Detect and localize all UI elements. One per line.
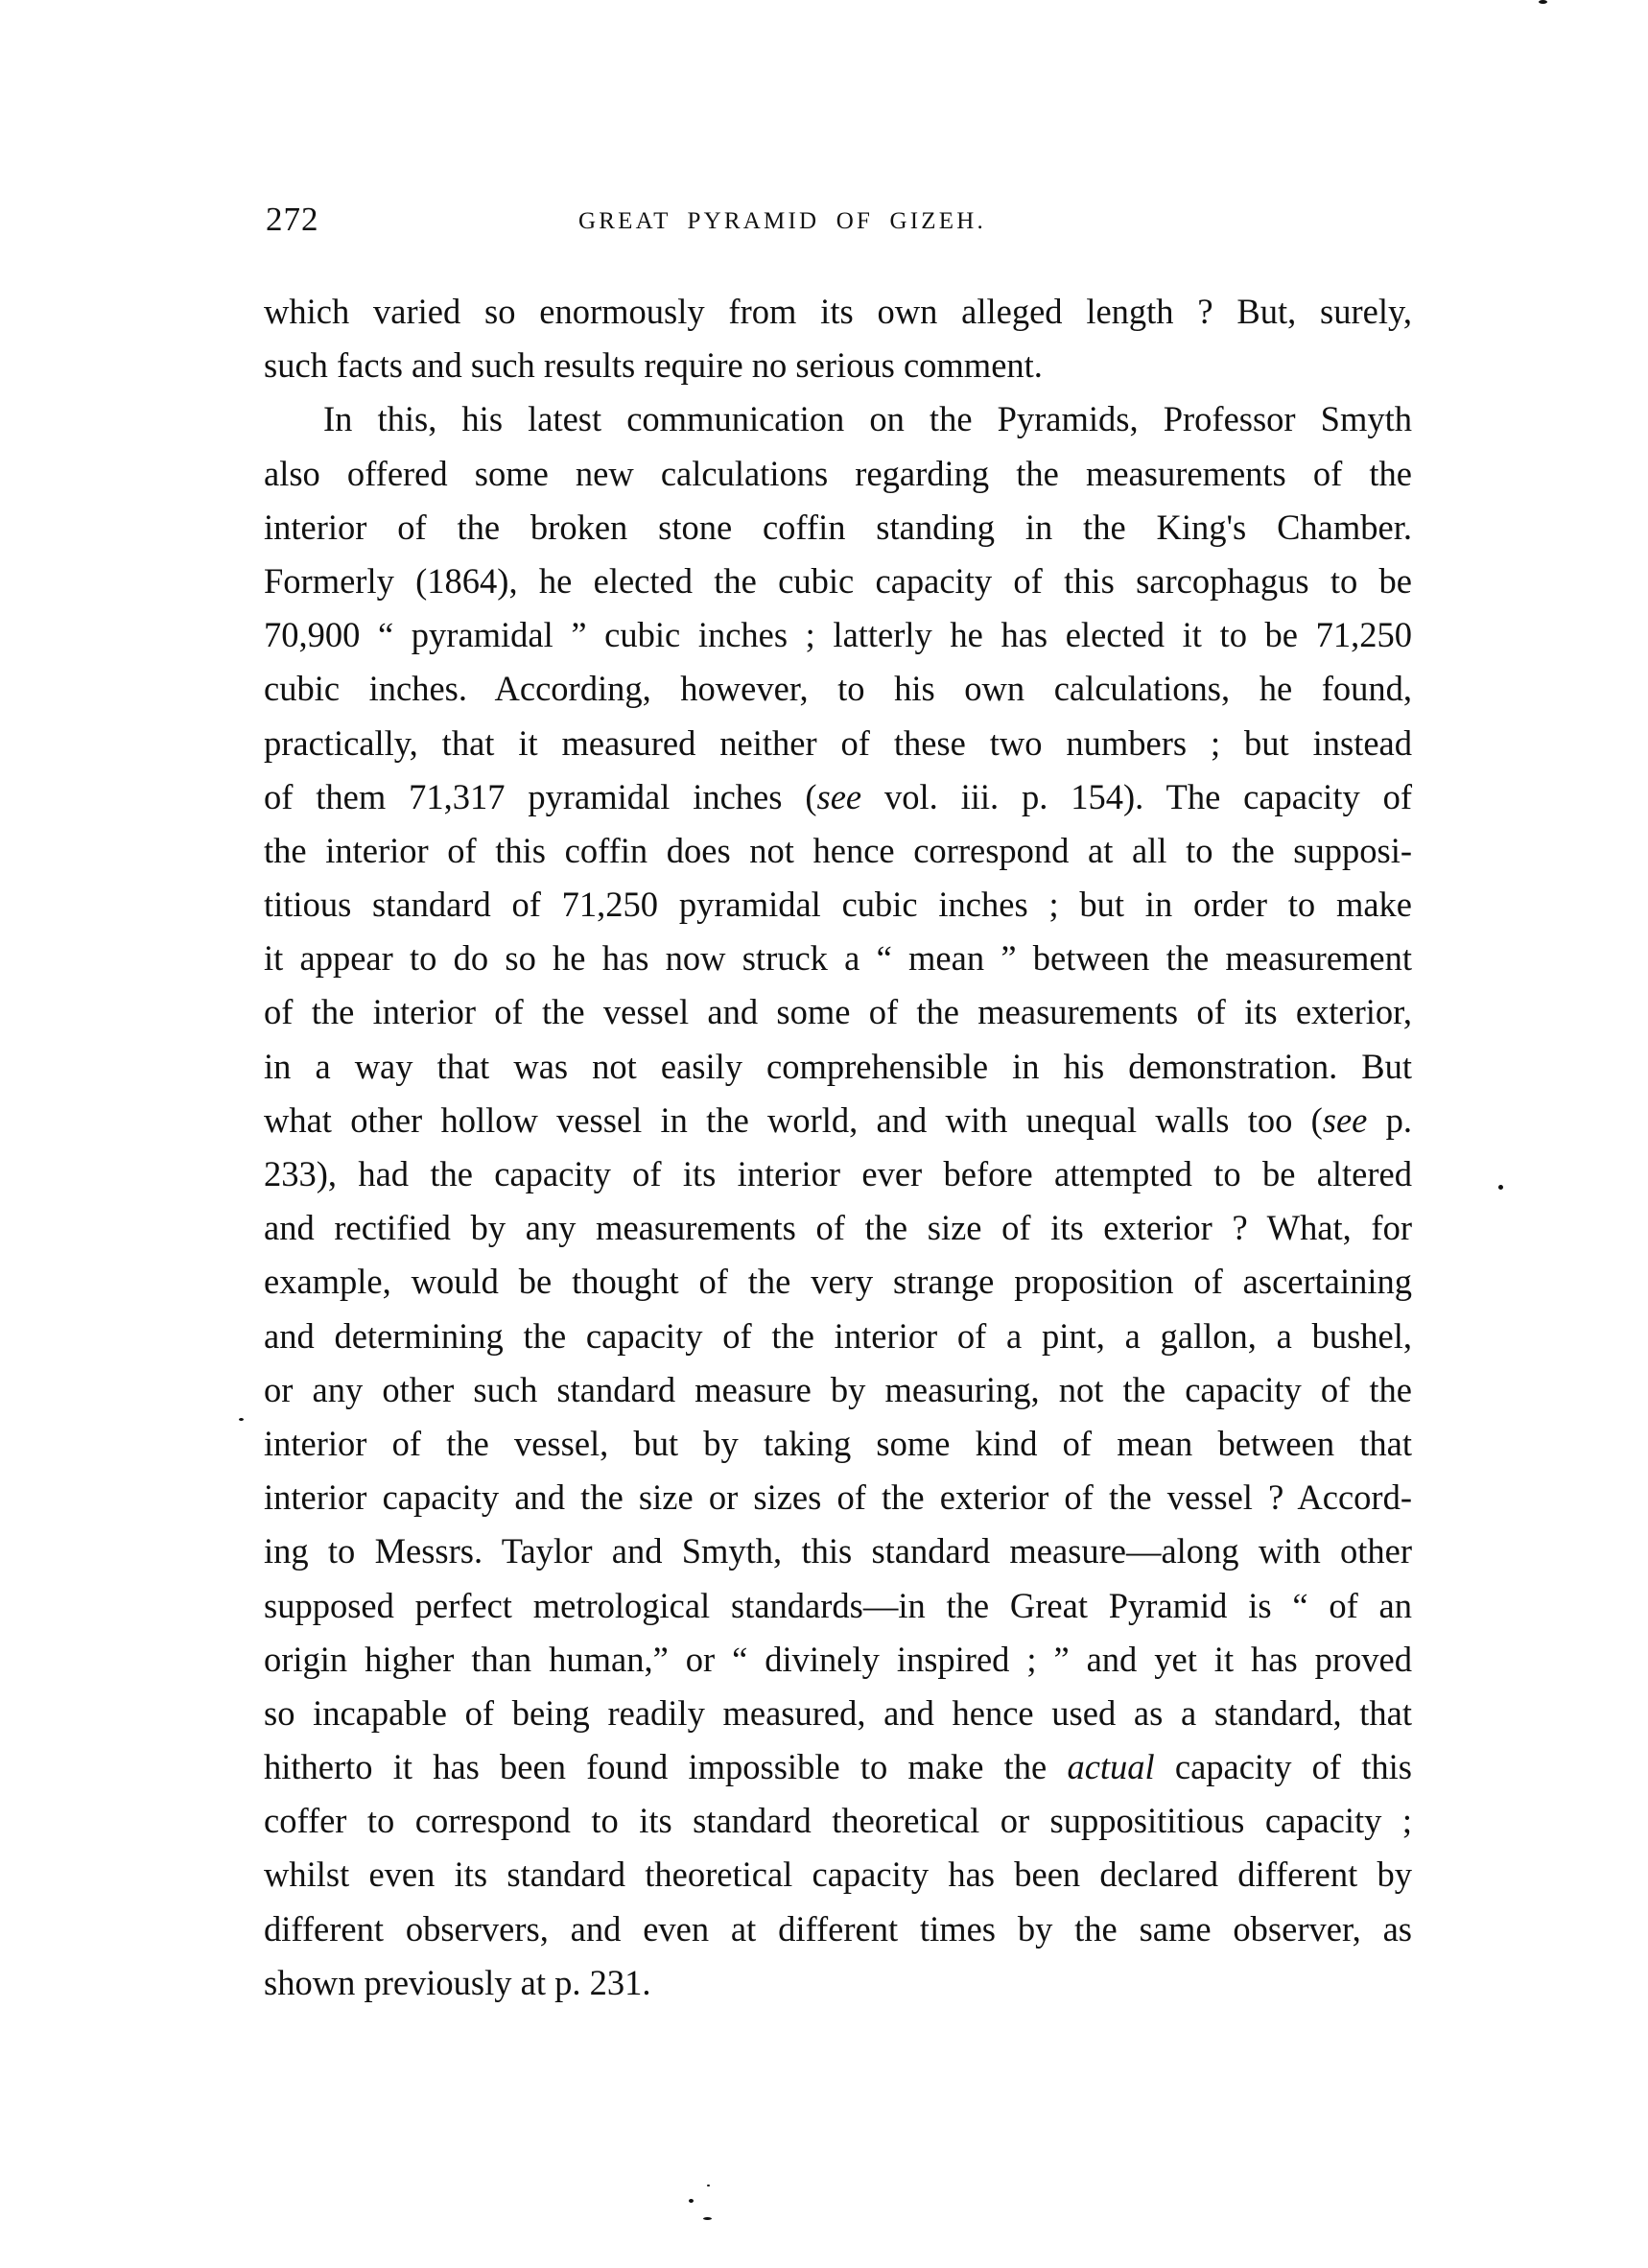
text-line: interior of the vessel, but by taking some kind of mean between that [264,1423,1412,1463]
scan-speck [707,2185,710,2186]
text-line: which varied so enormously from its own alleged length ? But, surely, [264,292,1412,331]
text-line: titious standard of 71,250 pyramidal cubic inches ; but in order to make [264,885,1412,925]
text-line: coffer to correspond to its standard theoretical or supposititious capacity ; [264,1801,1412,1841]
text-line: cubic inches. According, however, to his own calculations, he found, [264,669,1412,709]
running-head [264,197,1412,243]
text-line: and rectified by any measurements of the size of its exterior ? What, for [264,1208,1412,1248]
text-line: the interior of this coffin does not hence correspond at all to the supposi- [264,830,1412,870]
text-line: and determining the capacity of the interior of a pint, a gallon, a bushel, [264,1315,1412,1356]
body-text [264,285,1412,2010]
text-line: interior capacity and the size or sizes of the exterior of the vessel ? Accord- [264,1477,1412,1518]
text-line: also offered some new calculations regarding the measurements of the [264,453,1412,493]
text-line: such facts and such results require no serious comment. [264,345,1043,386]
text-line: example, would be thought of the very strange proposition of ascertaining [264,1262,1412,1302]
text-line: what other hollow vessel in the world, and with unequal walls too (see p. [264,1099,1412,1140]
scan-speck [703,2217,712,2220]
text-line: 70,900 “ pyramidal ” cubic inches ; latterly he has elected it to be 71,250 [264,615,1412,655]
text-line: it appear to do so he has now struck a “ mean ” between the measurement [264,938,1412,979]
text-line: origin higher than human,” or “ divinely inspired ; ” and yet it has proved [264,1639,1412,1679]
text-line: Formerly (1864), he elected the cubic capacity of this sarcophagus to be [264,560,1412,601]
text-line: so incapable of being readily measured, and hence used as a standard, that [264,1692,1412,1733]
text-line: In this, his latest communication on the Pyramids, Professor Smyth [323,399,1412,439]
text-line: interior of the broken stone coffin standing in the King's Chamber. [264,507,1412,547]
text-line: shown previously at p. 231. [264,1962,651,2002]
text-line: ing to Messrs. Taylor and Smyth, this standard measure—along with other [264,1531,1412,1571]
text-line: supposed perfect metrological standards—in the Great Pyramid is “ of an [264,1585,1412,1625]
text-line: 233), had the capacity of its interior ever before attempted to be altered [264,1154,1412,1193]
text-line: of them 71,317 pyramidal inches (see vol. iii. p. 154). The capacity of [264,776,1412,816]
scan-speck [1498,1185,1503,1190]
paragraph-smyth-coffer [264,392,1412,2010]
text-line: different observers, and even at different times by the same observer, as [264,1908,1412,1949]
text-line: hitherto it has been found impossible to make the actual capacity of this [264,1747,1412,1787]
text-line: practically, that it measured neither of these two numbers ; but instead [264,722,1412,763]
text-line: or any other such standard measure by measuring, not the capacity of the [264,1369,1412,1409]
page-number: 272 [266,201,319,238]
scan-speck [689,2199,694,2203]
scan-speck [1539,0,1547,4]
running-title: GREAT PYRAMID OF GIZEH. [578,208,986,234]
text-line: in a way that was not easily comprehensible in his demonstration. But [264,1046,1412,1086]
scan-speck [239,1418,244,1421]
paragraph-continuation [264,285,1412,392]
text-line: whilst even its standard theoretical capacity has been declared different by [264,1855,1412,1895]
text-line: of the interior of the vessel and some of the measurements of its exterior, [264,992,1412,1032]
